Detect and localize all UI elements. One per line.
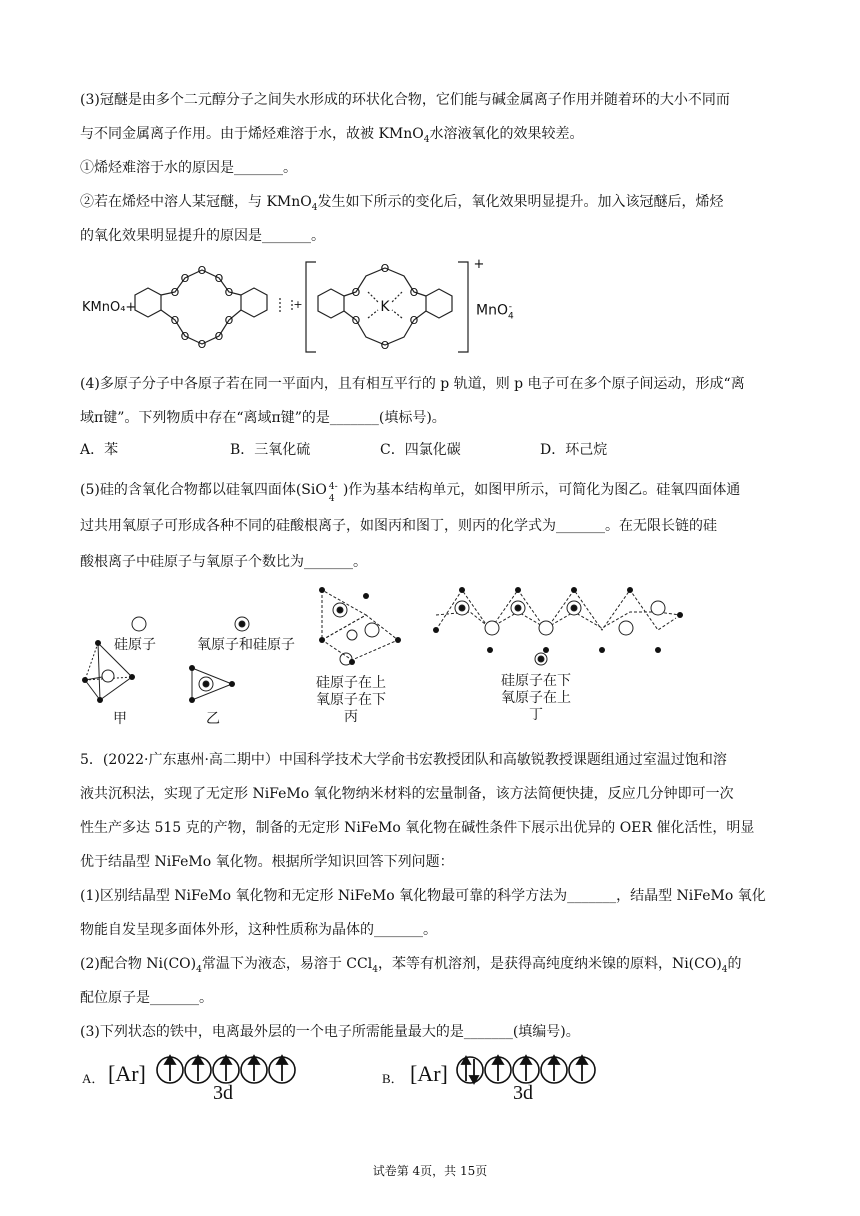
oxygen-atom: O (180, 330, 190, 343)
q5-part2-line2: 配位原子是_______。 (80, 990, 213, 1006)
part5-line1: (5)硅的含氧化合物都以硅氧四面体(SiO 4- 4 )作为基本结构单元，如图甲所示，可简化为图乙。硅氧四面体通 (80, 482, 741, 504)
option-a: A．苯 (80, 442, 119, 458)
jia-caption: 甲 (113, 711, 127, 727)
bing-caption: 硅原子在上 氧原子在下 丙 (316, 675, 386, 725)
q5-intro-line3: 性生产多达 515 克的产物，制备的无定形 NiFeMo 氧化物在碱性条件下展示出优异的 OER 催化活性，明显 (80, 820, 755, 836)
kmno4-label: KMnO₄+ (82, 300, 137, 315)
oxygen-atom: O (351, 286, 361, 299)
o-si-atom-label: 氧原子和硅原子 (197, 637, 295, 653)
oxygen-atom: O (351, 314, 361, 327)
part3-question2-line2: 的氧化效果明显提升的原因是_______。 (80, 228, 325, 244)
option-a-label: A． (82, 1071, 105, 1086)
orbital-3d-label-a: 3d (213, 1082, 233, 1104)
q5-intro-line4: 优于结晶型 NiFeMo 氧化物。根据所学知识回答下列问题： (80, 854, 454, 870)
oxygen-atom: O (224, 314, 234, 327)
orbital-3d-label-b: 3d (513, 1082, 533, 1104)
option-c: C．四氯化碳 (380, 442, 461, 458)
oxygen-atom: O (197, 338, 207, 351)
part5-line3: 酸根离子中硅原子与氧原子个数比为_______。 (80, 554, 367, 570)
q5-part2-line1: (2)配合物 $Ni(CO)_4$常温下为液态，易溶于 CCl$_4$，苯等有机溶剂，是获得高纯度纳米镍的原料，$Ni(CO)_4$的 (80, 956, 742, 975)
q5-intro-line2: 液共沉积法，实现了无定形 NiFeMo 氧化物纳米材料的宏量制备，该方法简便快捷，反应几分钟即可一次 (80, 786, 734, 802)
oxygen-atom: O (380, 262, 390, 275)
oxygen-atom: O (409, 286, 419, 299)
permanganate-label: MnO$_4$- (476, 302, 514, 322)
oxygen-atom: O (224, 286, 234, 299)
part3-intro-line2: 与不同金属离子作用。由于烯烃难溶于水，故被 KMnO$_4$水溶液氧化的效果较差。 (80, 126, 584, 145)
part4-line1: (4)多原子分子中各原子若在同一平面内，且有相互平行的 p 轨道，则 p 电子可在多个原子间运动，形成“离 (80, 376, 745, 392)
q5-part3: (3)下列状态的铁中，电离最外层的一个电子所需能量最大的是_______(填编号)。 (80, 1024, 580, 1040)
charge-plus: + (473, 257, 485, 272)
option-d: D．环己烷 (540, 442, 608, 458)
part5-line2: 过共用氧原子可形成各种不同的硅酸根离子，如图丙和图丁，则丙的化学式为_______。在无限长链的硅 (80, 518, 717, 534)
oxygen-atom: O (180, 272, 190, 285)
part3-intro-line1: (3)冠醚是由多个二元醇分子之间失水形成的环状化合物，它们能与碱金属离子作用并随着环的大小不同而 (80, 92, 730, 108)
plus-sign: + (293, 298, 303, 311)
argon-core-a: [Ar] (108, 1061, 146, 1086)
si-atom-label: 硅原子 (114, 637, 156, 653)
argon-core-b: [Ar] (410, 1061, 448, 1086)
part3-question2-line1: ②若在烯烃中溶人某冠醚，与 KMnO$_4$发生如下所示的变化后，氧化效果明显提升。加入该冠醚后，烯烃 (80, 194, 724, 213)
oxygen-atom: O (214, 330, 224, 343)
oxygen-atom: O (170, 286, 180, 299)
option-b: B．三氧化硫 (230, 442, 311, 458)
oxygen-atom: O (409, 314, 419, 327)
q5-part1-line2: 物能自发呈现多面体外形，这种性质称为晶体的_______。 (80, 922, 437, 938)
ding-caption: 硅原子在下 氧原子在上 丁 (501, 673, 571, 723)
oxygen-atom: O (197, 264, 207, 277)
yi-caption: 乙 (206, 711, 220, 727)
oxygen-atom: O (380, 339, 390, 352)
oxygen-atom: O (214, 272, 224, 285)
q5-intro-line1: 5．(2022·广东惠州·高二期中）中国科学技术大学俞书宏教授团队和高敏锐教授课题组通过室温过饱和溶 (80, 752, 727, 768)
potassium-atom: K (380, 299, 390, 315)
option-b-label: B． (382, 1071, 404, 1086)
page-footer: 试卷第 4页，共 15页 (372, 1164, 488, 1178)
oxygen-atom: O (170, 314, 180, 327)
part3-question1: ①烯烃难溶于水的原因是_______。 (80, 160, 297, 176)
q5-part1-line1: (1)区别结晶型 NiFeMo 氧化物和无定形 NiFeMo 氧化物最可靠的科学方法为_______，结晶型 NiFeMo 氧化 (80, 888, 766, 904)
part4-line2: 域π键”。下列物质中存在“离域π键”的是_______(填标号)。 (80, 410, 446, 426)
